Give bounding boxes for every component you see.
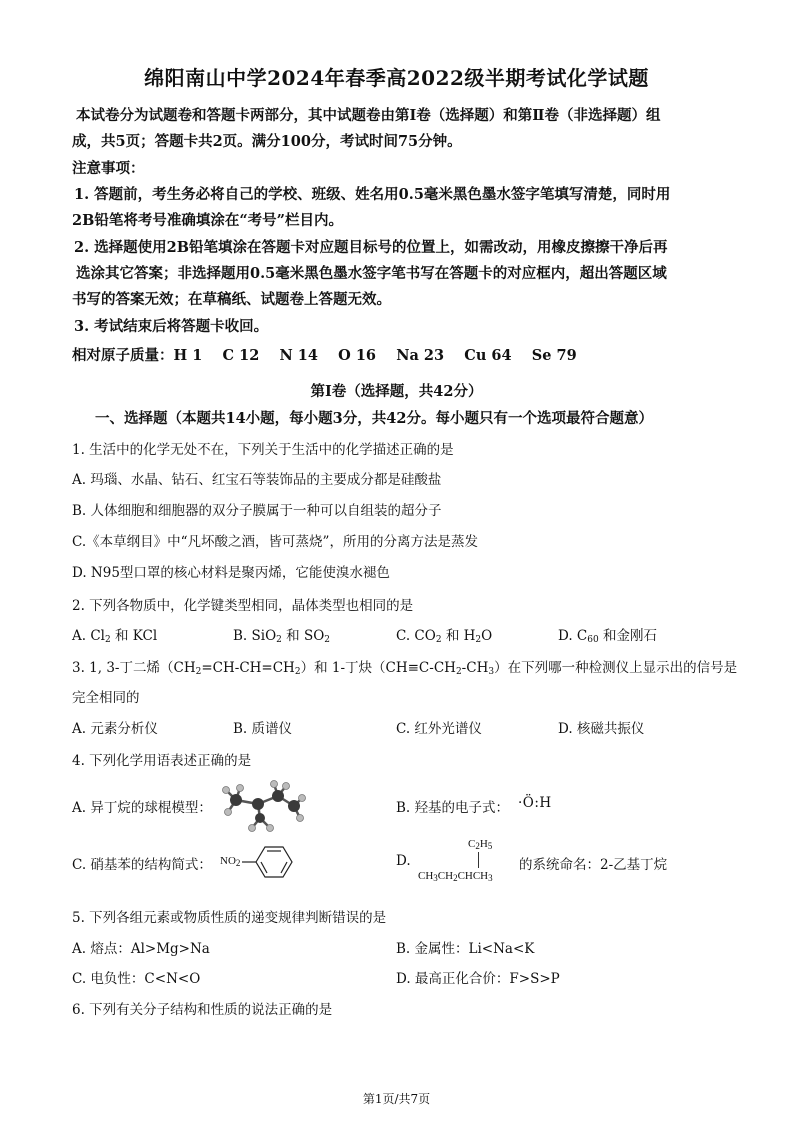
q4-option-c: C. 硝基苯的结构简式： (72, 857, 212, 873)
q3-option-a: A. 元素分析仪 (72, 721, 158, 737)
q1-stem: 1. 生活中的化学无处不在，下列关于生活中的化学描述正确的是 (72, 442, 454, 458)
q4-option-a: A. 异丁烷的球棍模型： (72, 800, 212, 816)
note-1-line-1: 1. 答题前，考生务必将自己的学校、班级、姓名用0.5毫米黑色墨水签字笔填写清楚，同时用 (74, 186, 671, 203)
q3-stem: 3. 1, 3-丁二烯$(CH_2=CH-CH=CH_2)$和 1-丁炔$(CH\equiv C-CH_2-CH_3)$在下列哪一种检测仪上显示出的信号是 (72, 660, 738, 677)
atomic-masses: 相对原子质量：H 1 C 12 N 14 O 16 Na 23 Cu 64 Se 79 (72, 347, 577, 364)
q3-option-b: B. 质谱仪 (233, 721, 293, 737)
notes-heading: 注意事项： (72, 160, 145, 177)
note-2-line-1: 2. 选择题使用2B铅笔填涂在答题卡对应题目标号的位置上，如需改动，用橡皮擦擦干净后再 (74, 239, 668, 256)
q2-option-a: A. $Cl_2$ 和 KCl (72, 628, 158, 645)
hydroxyl-electron-formula: ·Ö:H (518, 795, 552, 811)
q4-stem: 4. 下列化学用语表述正确的是 (72, 753, 252, 769)
q2-stem: 2. 下列各物质中，化学键类型相同，晶体类型也相同的是 (72, 598, 414, 614)
q5-option-d: D. 最高正化合价：F>S>P (396, 971, 560, 987)
q4-option-d-label: D. (396, 853, 411, 869)
q5-option-a: A. 熔点：Al>Mg>Na (72, 941, 210, 957)
branch-bond (478, 852, 479, 868)
note-3: 3. 考试结束后将答题卡收回。 (74, 318, 269, 335)
q5-stem: 5. 下列各组元素或物质性质的递变规律判断错误的是 (72, 910, 387, 926)
q5-option-b: B. 金属性：Li<Na<K (396, 941, 535, 957)
page-footer: 第1页/共7页 (362, 1092, 431, 1106)
q4-option-b: B. 羟基的电子式： (396, 800, 510, 816)
q6-stem: 6. 下列有关分子结构和性质的说法正确的是 (72, 1002, 333, 1018)
q2-option-b: B. SiO$_2$ 和 $SO_2$ (233, 628, 331, 645)
section-1-title: 第Ⅰ卷（选择题，共42分） (310, 383, 483, 400)
intro-line-1: 本试卷分为试题卷和答题卡两部分，其中试题卷由第Ⅰ卷（选择题）和第Ⅱ卷（非选择题）组 (76, 107, 661, 124)
note-2-line-2: 选涂其它答案；非选择题用0.5毫米黑色墨水签字笔书写在答题卡的对应框内，超出答题区域 (76, 265, 667, 282)
q1-option-a: A. 玛瑙、水晶、钻石、红宝石等装饰品的主要成分都是硅酸盐 (72, 472, 442, 488)
page-title: 绵阳南山中学2024年春季高2022级半期考试化学试题 (144, 66, 649, 90)
note-2-line-3: 书写的答案无效；在草稿纸、试题卷上答题无效。 (72, 291, 391, 308)
q3-option-c: C. 红外光谱仪 (396, 721, 482, 737)
ethyl-branch-label: $C_2H_5$ (468, 838, 493, 851)
q2-option-c: C. $CO_2$ 和 $H_2O$ (396, 628, 493, 645)
section-1-heading: 一、选择题（本题共14小题，每小题3分，共42分。每小题只有一个选项最符合题意） (95, 410, 653, 427)
benzene-ring (240, 843, 296, 881)
q1-option-d: D. N95型口罩的核心材料是聚丙烯，它能使溴水褪色 (72, 565, 390, 581)
q1-option-b: B. 人体细胞和细胞器的双分子膜属于一种可以自组装的超分子 (72, 503, 442, 519)
intro-line-2: 成，共5页；答题卡共2页。满分100分，考试时间75分钟。 (72, 133, 462, 150)
q3-option-d: D. 核磁共振仪 (558, 721, 645, 737)
main-chain-label: $CH_3CH_2CHCH_3$ (418, 870, 493, 883)
q1-option-c: C.《本草纲目》中“凡坏酸之酒，皆可蒸烧”，所用的分离方法是蒸发 (72, 534, 478, 550)
q4-option-d-text: 的系统命名：2-乙基丁烷 (519, 857, 668, 873)
q2-option-d: D. $C_{60}$ 和金刚石 (558, 628, 658, 645)
note-1-line-2: 2B铅笔将考号准确填涂在“考号”栏目内。 (72, 212, 344, 229)
q3-stem-line-2: 完全相同的 (72, 690, 140, 706)
q5-option-c: C. 电负性：C<N<O (72, 971, 201, 987)
isobutane-ball-stick-model (216, 776, 306, 834)
nitro-group-label: $NO_2$ (220, 855, 241, 868)
